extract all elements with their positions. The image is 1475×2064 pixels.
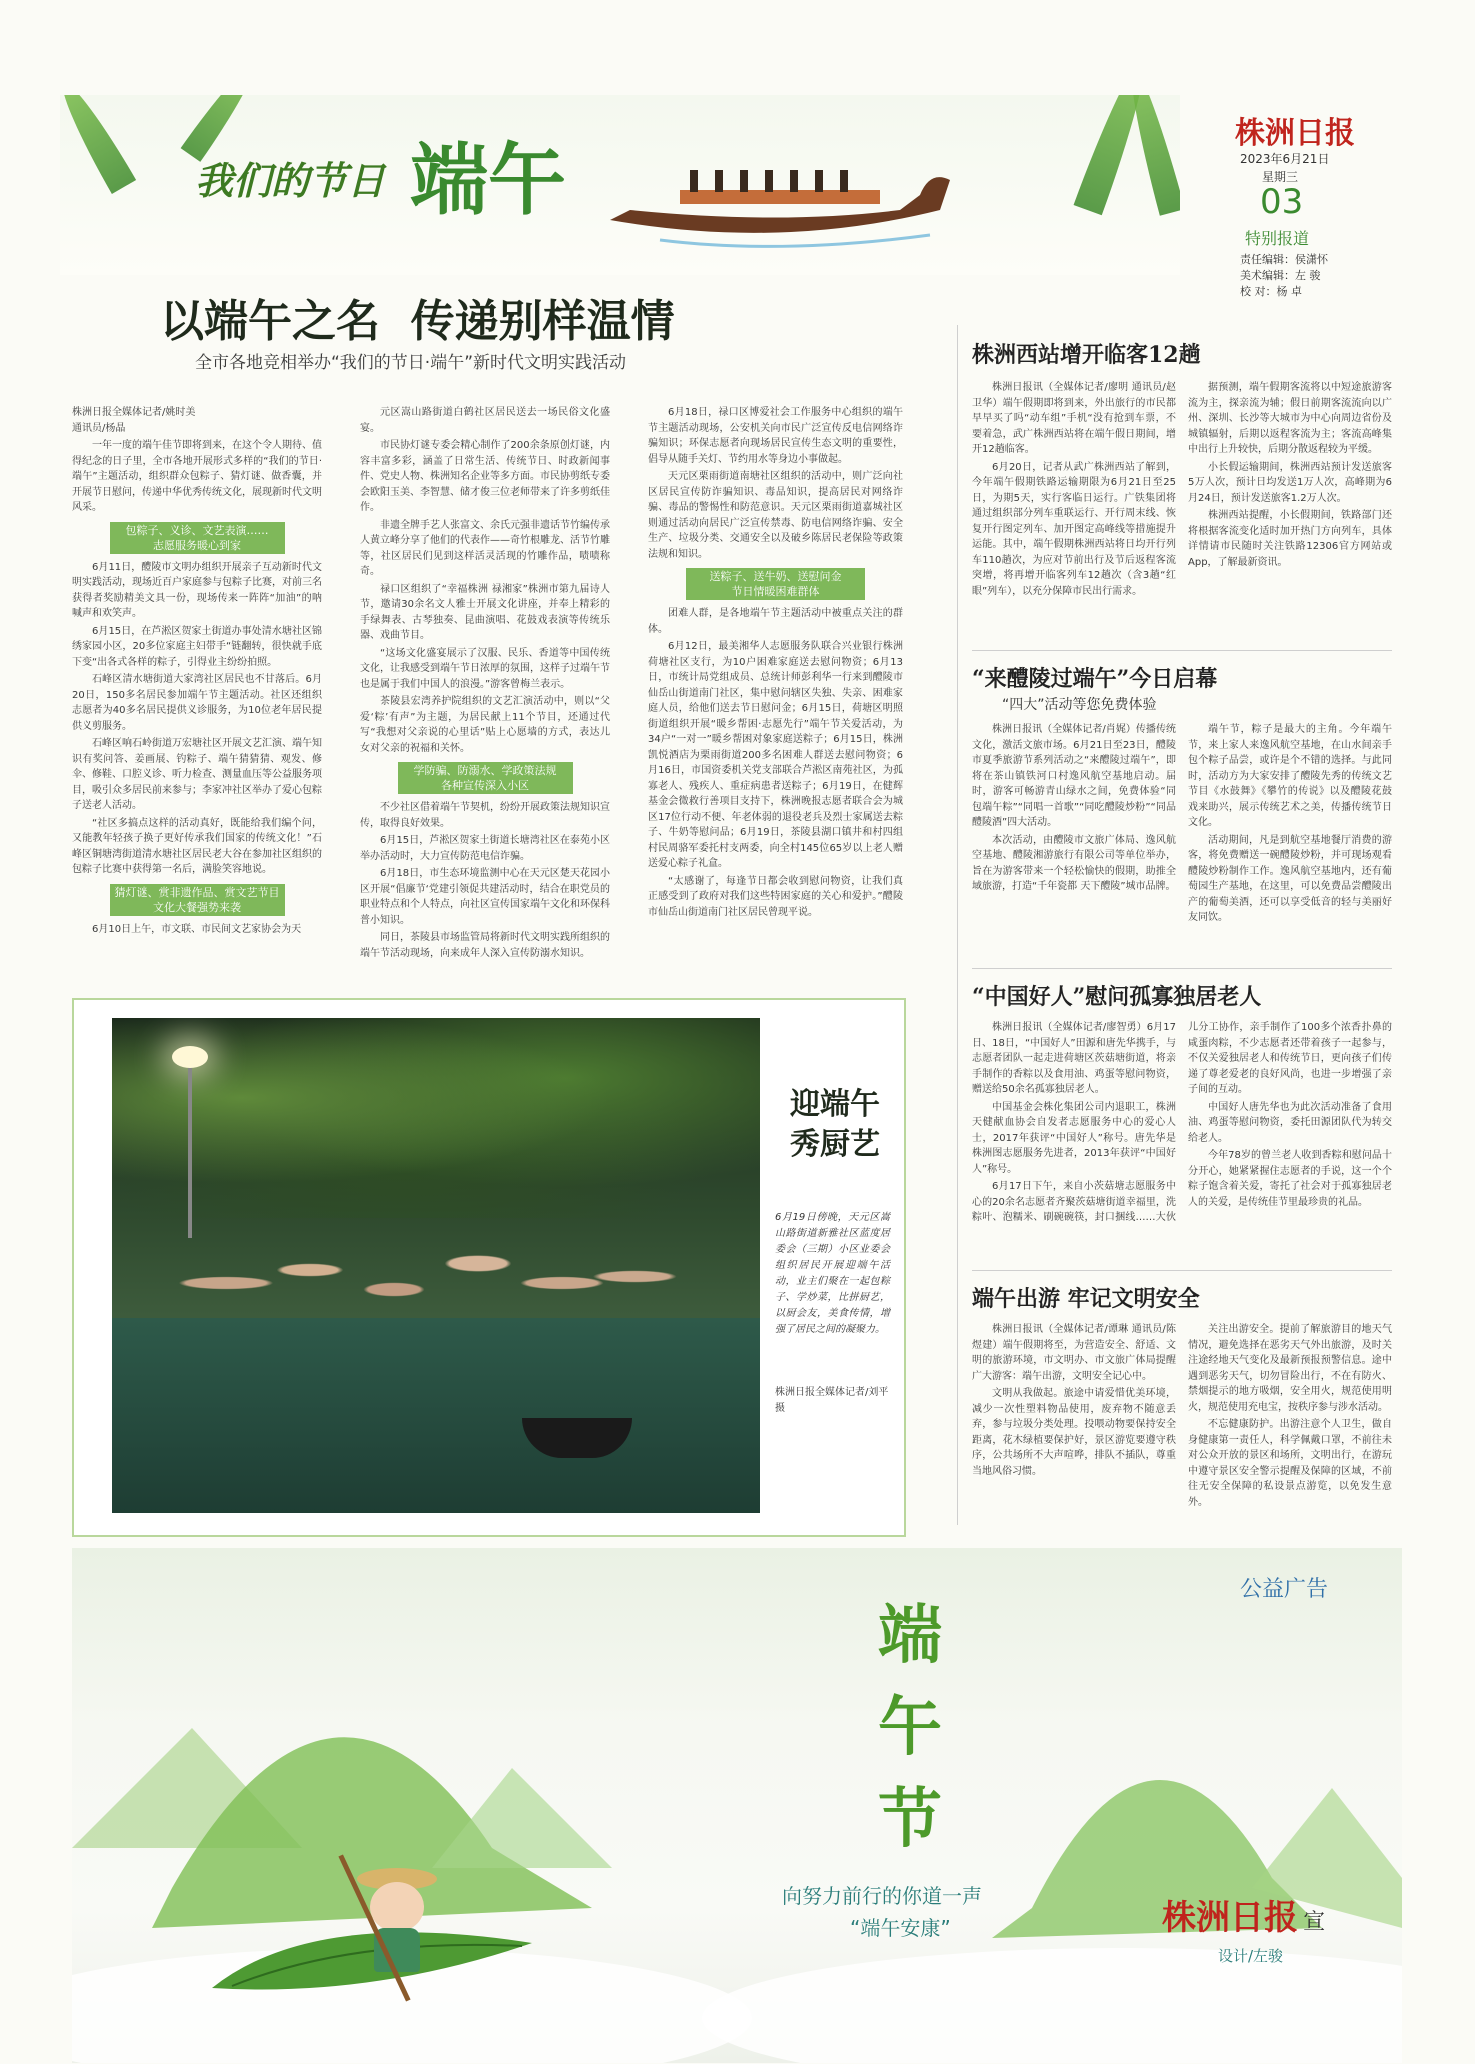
newspaper-brand: 株洲日报 [1235, 116, 1355, 151]
paragraph: 6月12日，最美湘华人志愿服务队联合兴业银行株洲荷塘社区支行，为10户困难家庭送去慰问物资；6月13日，市统计局党组成员、总统计师彭利华一行来到醴陵市仙岳山街道南门社区，集中慰问辖区失独、失亲、困难家庭人员，给他们送去节日慰问金；6月15日，荷塘区明照街道组织开展“暖乡帮困·志愿先行”端午节关爱活动，为34户“一对一”暖乡帮困对象家庭送粽子；6月15日，株洲凯悦酒店为栗雨街道200多名困难人群送去慰问物资；6月16日，市国资委机关党支部联合芦淞区南苑社区，为孤寡老人、残疾人、重症病患者送粽子；6月19日，在健辉基金会微救行善项目支持下，株洲晚报志愿者联合会为城区17位行动不便、年老体弱的退役老兵及烈士家属送去粽子、牛奶等慰问品；6月19日，茶陵县湖口镇井和村四组村民周骆军委托村支两委，向全村145位65岁以上老人赠送爱心粽子礼盒。 [648, 641, 903, 869]
paragraph: 禄口区组织了“幸福株洲 禄湘家”株洲市第九届诗人节，邀请30余名文人雅士开展文化讲座，并奉上精彩的手绿舞表、古琴独奏、昆曲演唱、花鼓戏表演等传统乐器、戏曲节目。 [360, 583, 610, 641]
column-subhead: 送粽子、送牛奶、送慰问金 节日情暖困难群体 [686, 568, 865, 600]
paragraph: 中国好人唐先华也为此次活动准备了食用油、鸡蛋等慰问物资，委托田源团队代为转交给老人。 [1188, 1101, 1392, 1144]
paragraph: 6月18日，市生态环境监测中心在天元区楚天花园小区开展“倡廉节‘党建引领促共建活动时，结合在职党员的职业特点和个人特点，向社区宣传国家端午文化和环保科普小知识。 [360, 868, 610, 926]
paragraph: 不少社区借着端午节契机，纷纷开展政策法规知识宣传，取得良好效果。 [360, 802, 610, 829]
paragraph: 天元区栗雨街道南塘社区组织的活动中，则广泛向社区居民宣传防诈骗知识、毒品知识，提高居民对网络诈骗、毒品的警惕性和防范意识。天元区栗雨街道嘉城社区则通过活动向居民广泛宣传禁毒、防电信网络诈骗、安全生产、垃圾分类、交通安全以及破乡陈居民老保险等政策法规和知识。 [648, 471, 903, 560]
paragraph: 不忘健康防护。出游注意个人卫生，做自身健康第一责任人，科学佩戴口罩，不前往未对公众开放的景区和场所，文明出行，在游玩中遵守景区安全警示提醒及保障的区域，不前往无安全保障的私设景点游览，以免发生意外。 [1188, 1419, 1392, 1508]
page-number: 03 [1260, 182, 1304, 222]
photo-lamp [172, 1046, 208, 1068]
ad-brand-name: 株洲日报 [1162, 1898, 1298, 1938]
paragraph: 活动期间，凡是到航空基地餐厅消费的游客，将免费赠送一碗醴陵炒粉，并可现场观看醴陵炒粉制作工作。逸风航空基地内，还有葡萄园生产基地，在这里，可以免费品尝醴陵出产的葡萄美酒，还可以享受低音的轻与美丽好友同饮。 [1188, 834, 1392, 923]
photo-crowd [142, 1218, 702, 1348]
paragraph: 株洲西站提醒，小长假期间，铁路部门还将根据客流变化适时加开热门方向列车，具体详情请市民随时关注铁路12306官方网站或App，了解最新资讯。 [1188, 510, 1392, 568]
paragraph: 株洲日报讯（全媒体记者/肖娓）传播传统文化，激活文旅市场。6月21日至23日，醴陵市夏季旅游节系列活动之“来醴陵过端午”，即将在茶山镇铁河口村逸风航空基地启动。届时，游客可畅游青山绿水之间，免费体验“同包端午粽”“同唱一首歌”“同吃醴陵炒粉”“同品醴陵酒”四大活动。 [972, 724, 1176, 828]
paragraph: 端午节，粽子是最大的主角。今年端午节，来上家人来逸风航空基地，在山水间亲手包个粽子品尝，或许是个不错的选择。与此同时，活动方为大家安排了醴陵先秀的传统文艺节目《水鼓舞》《攀竹的传说》以及醴陵花鼓戏来助兴，展示传统艺术之美，传播传统节日文化。 [1188, 724, 1392, 828]
paragraph: 关注出游安全。提前了解旅游目的地天气情况，避免选择在恶劣天气外出旅游，及时关注途经地天气变化及最新预报预警信息。途中遇到恶劣天气，切勿冒险出行，不在有防火、禁烟提示的地方吸烟，安全用火，规范使用明火，规范使用充电宝，按秩序参与涉水活动。 [1188, 1324, 1392, 1413]
lead-column-3 [648, 405, 903, 970]
photo-credit: 株洲日报全媒体记者/刘平 摄 [775, 1387, 889, 1414]
lead-subheadline: 全市各地竞相举办“我们的节日·端午”新时代文明实践活动 [195, 353, 627, 373]
article-separator [972, 968, 1392, 969]
issue-weekday: 星期三 [1262, 170, 1299, 184]
article-headline: 端午出游 牢记文明安全 [972, 1286, 1200, 1312]
paragraph: 一年一度的端午佳节即将到来，在这个令人期待、值得纪念的日子里，全市各地开展形式多样的“我们的节日·端午”主题活动，组织群众包粽子、猜灯谜、做香囊，并开展节日慰问，传递中华优秀传统文化，展现新时代文明风采。 [72, 440, 322, 513]
paragraph: 株洲日报讯（全媒体记者/廖明 通讯员/赵卫华）端午假期即将到来，外出旅行的市民都早早买了吗“动车组”手机“没有抢到车票，不要着急，武广株洲西站将在端午假日期间，增开12趟临客。 [972, 382, 1176, 455]
ad-big-text: 端 午 节 [878, 1598, 942, 1857]
section-title: 我们的节日 [195, 158, 386, 203]
public-service-ad [72, 1548, 1402, 2063]
editor-line: 校 对：杨 卓 [1240, 285, 1302, 298]
ad-brand [1162, 1890, 1325, 1939]
paragraph: 元区嵩山路街道白鹤社区居民送去一场民俗文化盛宴。 [360, 407, 610, 434]
ad-brand-suffix: 宣 [1303, 1910, 1326, 1935]
lead-column-1 [72, 405, 322, 970]
paragraph: 株洲日报讯（全媒体记者/谭琳 通讯员/陈煜建）端午假期将至，为营造安全、舒适、文明的旅游环境，市文明办、市文旅广体局提醒广大游客：端午出游，文明安全记心中。 [972, 1324, 1176, 1382]
lead-column-2 [360, 405, 610, 970]
paragraph: 茶陵县宏湾养护院组织的文艺汇演活动中，则以“父爱‘粽’有声”为主题，为居民献上11个节目，还通过代写“我想对父亲说的心里话”贴上心愿墙的方式，表达儿女对父亲的祝福和关怀。 [360, 696, 610, 754]
festival-script: 端午 [410, 135, 567, 226]
paragraph: “太感谢了，每逢节日都会收到慰问物资，让我们真正感受到了政府对我们这些特困家庭的关心和爱护。”醴陵市仙岳山街道南门社区居民曾现平说。 [648, 875, 903, 918]
sidebar-divider [957, 325, 958, 1525]
column-subhead: 学防骗、防溺水、学政策法规 各种宣传深入小区 [398, 762, 573, 794]
ad-design-credit: 设计/左骏 [1218, 1947, 1284, 1965]
article-separator [972, 1270, 1392, 1271]
column-subhead: 包粽子、义诊、文艺表演…… 志愿服务暖心到家 [110, 522, 285, 554]
article-body [972, 1322, 1392, 1532]
article-headline: “来醴陵过端午”今日启幕 [972, 666, 1218, 692]
paragraph: 石峰区清水塘街道大家湾社区居民也不甘落后。6月20日，150多名居民参加端午节主题活动。社区还组织志愿者为40多名居民提供义诊服务，为10位老年居民提供义剪服务。 [72, 674, 322, 732]
paragraph: 6月18日，禄口区博爱社会工作服务中心组织的端午节主题活动现场，公安机关向市民广泛宣传反电信网络诈骗知识；环保志愿者向现场居民宣传生态文明的重要性，倡导从随手关灯、节约用水等身边小事做起。 [648, 407, 903, 465]
article-headline: “中国好人”慰问孤寡独居老人 [972, 984, 1262, 1010]
paragraph: 文明从我做起。旅途中请爱惜优美环境，减少一次性塑料物品使用，废弃物不随意丢弃，参与垃圾分类处理。投喂动物要保持安全距离，花木绿植要保护好，景区游览要遵守秩序，公共场所不大声喧哗，排队不插队，尊重当地风俗习惯。 [972, 1388, 1176, 1477]
article-body [972, 380, 1392, 640]
paragraph: “这场文化盛宴展示了汉服、民乐、香道等中国传统文化，让我感受到端午节日浓厚的氛围，这样子过端午节也是属于我们中国人的浪漫。”游客曾梅兰表示。 [360, 647, 610, 690]
column-subhead: 猜灯谜、赏非遗作品、赏文艺节目 文化大餐强势来袭 [110, 884, 285, 916]
photo-caption: 6月19日傍晚，天元区嵩山路街道新雅社区蓝度居委会（三期）小区业委会组织居民开展迎端午活动，业主们聚在一起包粽子、学炒菜，比拼厨艺，以厨会友，美食传情，增强了居民之间的凝聚力。 [775, 1212, 890, 1335]
paragraph: 团难人群，是各地端午节主题活动中被重点关注的群体。 [648, 608, 903, 635]
paragraph: 市民协灯谜专委会精心制作了200余条原创灯谜，内容丰富多彩，涵盖了日常生活、传统节日、时政新闻事件、党史人物、株洲知名企业等多方面。市民协剪纸专委会欧阳玉美、李智慧、储才俊三位老师带来了许多剪纸佳作。 [360, 440, 610, 513]
leaf-decoration [60, 95, 136, 194]
paragraph: 6月20日，记者从武广株洲西站了解到，今年端午假期铁路运输期限为6月21日至25日，为期5天，实行客临日运行。广铁集团将通过组织部分列车重联运行、开行周末线、恢复开行图定列车、加开图定高峰线等措施提升运能。其中，端午假期株洲西站将日均开行列车110趟次，为应对节前出行及节后返程客流突增，将再增开临客列车12趟次（含3趟“红眼”列车），以充分保障市民出行需求。 [972, 461, 1176, 597]
lead-byline: 株洲日报全媒体记者/姚时美 通讯员/杨晶 [72, 407, 196, 434]
article-subheadline: “四大”活动等您免费体验 [1002, 697, 1157, 713]
paragraph: 同日，茶陵县市场监管局将新时代文明实践所组织的端午节活动现场，向来成年人深入宣传防溺水知识。 [360, 932, 610, 959]
editor-line: 美术编辑：左 骏 [1240, 269, 1321, 282]
paragraph: 6月10日上午，市文联、市民间文艺家协会为天 [92, 923, 302, 935]
paragraph: 石峰区响石岭街道万宏塘社区开展文艺汇演、端午知识有奖问答、姜画展、钓粽子、端午猜猜猜、观发、修伞、修鞋、口腔义诊、听力检查、测量血压等公益服务项目，吸引众多居民前来参与；李家冲社区举办了爱心包粽子送老人活动。 [72, 738, 322, 811]
lead-headline: 以端午之名 传递别样温情 [160, 296, 675, 347]
ad-slogan-line-2: “端午安康” [850, 1916, 951, 1940]
paragraph: 据预测，端午假期客流将以中短途旅游客流为主，探亲流为辅；假日前期客流流向以广州、深圳、长沙等大城市为中心向周边省份及城镇辐射，后期以返程客流为主；客流高峰集中出行上升较快，后期分散返程较为平缓。 [1188, 382, 1392, 455]
page-section: 特别报道 [1245, 229, 1310, 248]
paragraph: 6月17日下午，来自小茨菇塘志愿服务中心的20余名志愿者齐聚茨菇塘街道幸福里，洗粽叶、泡糯米、刷碗碗筷，封口捆线……大伙儿分工协作，亲手制作了100多个浓香扑鼻的咸蛋肉粽，不少志愿者还带着孩子一起参与，不仅关爱独居老人和传统节日，更向孩子们传递了尊老爱老的良好风尚，也进一步增强了亲子间的互动。 [972, 1022, 1392, 1223]
paragraph: “社区多搞点这样的活动真好，既能给我们编个问，又能教年轻孩子换子更好传承我们国家的传统文化！”石峰区铜塘湾街道清水塘社区居民老大谷在参加社区组织的包粽子比赛中获得第一名后，满脸笑容地说。 [72, 817, 322, 875]
ad-label: 公益广告 [1240, 1577, 1329, 1602]
editor-list [1240, 252, 1328, 300]
paragraph: 非遗全牌手艺人张富文、余氏元强非遗话节竹编传承人黄立峰分享了他们的代表作——奇竹根雕龙、活节竹雕等，社区居民们见到这样活灵活现的竹雕作品，啧啧称奇。 [360, 519, 610, 577]
article-body [972, 1020, 1392, 1260]
photo-lamp-post [188, 1068, 192, 1238]
article-separator [972, 650, 1392, 651]
paragraph: 本次活动，由醴陵市文旅广体局、逸风航空基地、醴陵湘游旅行有限公司等单位举办，旨在为游客带来一个轻松愉快的假期，助推全域旅游，打造“千年瓷都 天下醴陵”城市品牌。 [972, 834, 1176, 892]
boy-character-illustration [352, 1868, 442, 1978]
issue-date: 2023年6月21日 [1240, 152, 1330, 166]
editor-line: 责任编辑：侯潇怀 [1240, 253, 1328, 266]
paragraph: 6月11日，醴陵市文明办组织开展亲子互动新时代文明实践活动，现场近百户家庭参与包粽子比赛，对前三名获得者奖励精美文具一份，现场传来一阵阵“加油”的呐喊声和欢笑声。 [72, 561, 322, 619]
event-photo [112, 1018, 760, 1513]
article-headline: 株洲西站增开临客12趟 [972, 342, 1201, 368]
paragraph: 6月15日，芦淞区贺家土街道长塘湾社区在泰苑小区举办活动时，大力宣传防范电信诈骗。 [360, 835, 610, 862]
ad-slogan-line-1: 向努力前行的你道一声 [782, 1884, 982, 1908]
photo-foliage [112, 1018, 760, 1218]
photo-title: 迎端午 秀厨艺 [790, 1087, 880, 1162]
paragraph: 今年78岁的曾兰老人收到香粽和慰问品十分开心，她紧紧握住志愿者的手说，这一个个粽子饱含着关爱，寄托了社会对于孤寡独居老人的关爱，是传统佳节里最珍贵的礼品。 [1188, 1150, 1392, 1208]
paragraph: 株洲日报讯（全媒体记者/廖智勇）6月17日、18日，“中国好人”田源和唐先华携手，与志愿者团队一起走进荷塘区茨菇塘街道，将亲手制作的香粽以及食用油、鸡蛋等慰问物资，赠送给50余名孤寡独居老人。 [972, 1022, 1176, 1095]
paragraph: 中国基金会株化集团公司内退职工，株洲天健献血协会自发者志愿服务中心的爱心人士，2017年获评“中国好人”称号。唐先华是株洲图志愿服务先进者，2013年获评“中国好人”称号。 [972, 1101, 1176, 1175]
dragon-boat-illustration [600, 140, 960, 260]
paragraph: 6月15日，在芦淞区贺家土街道办事处清水塘社区锦绣家园小区，20多位家庭主妇带手“链翻转，很快就手底下变“出各式各样的粽子，引得业主纷纷拍照。 [72, 625, 322, 668]
paragraph: 小长假运输期间，株洲西站预计发送旅客5万人次，预计日均发送1万人次，高峰期为6月24日，预计发送旅客1.2万人次。 [1188, 461, 1392, 504]
zongzi-mountains-illustration [72, 1548, 1402, 2063]
article-body [972, 722, 1392, 957]
